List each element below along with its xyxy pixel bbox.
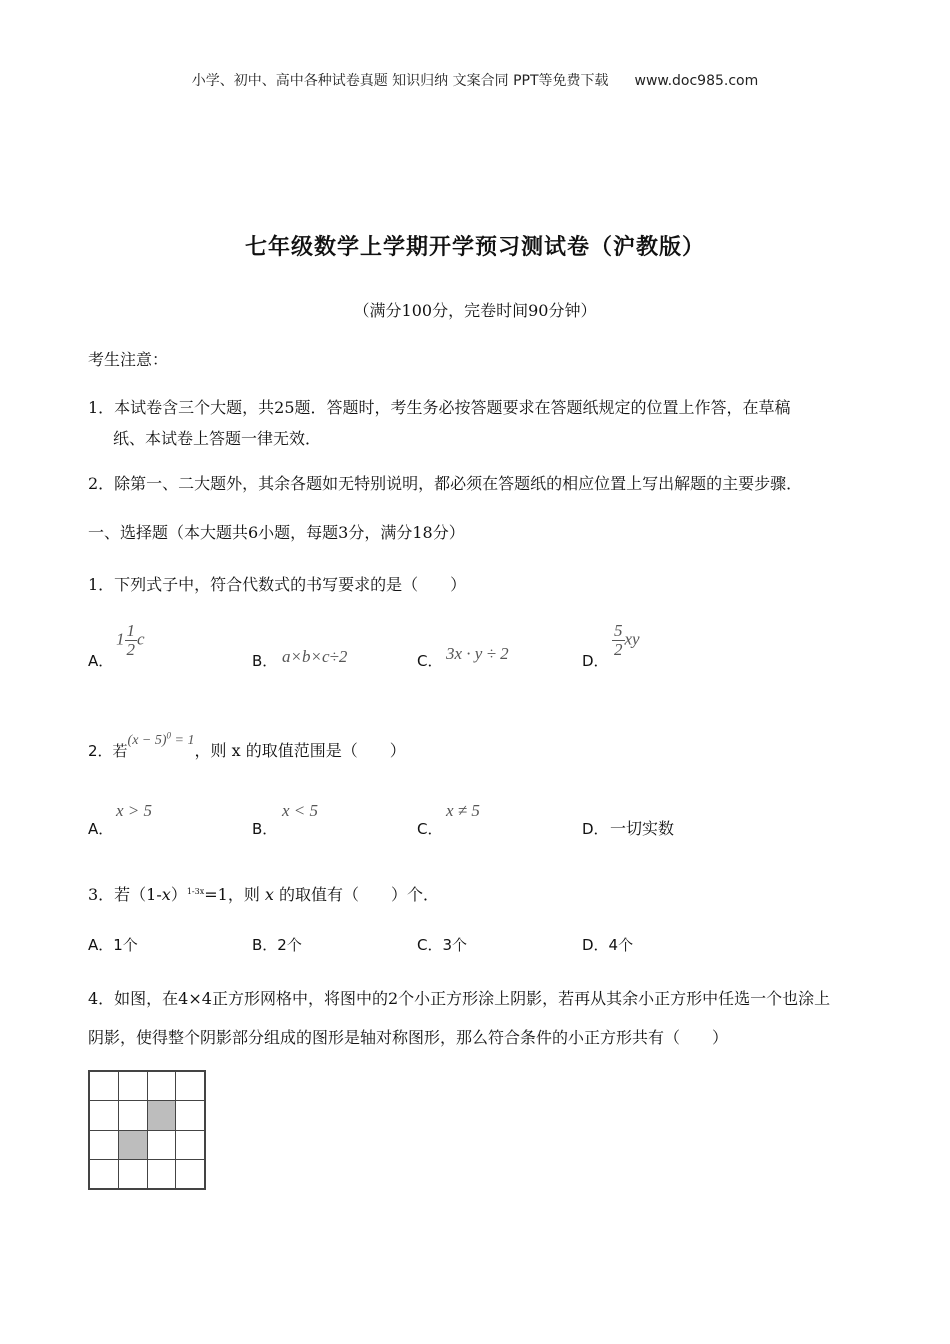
grid-cell [175, 1100, 205, 1130]
q2-label-c: C． [417, 820, 443, 838]
page-title: 七年级数学上学期开学预习测试卷（沪教版） [244, 234, 705, 260]
section-1-heading: 一、选择题（本大题共6小题，每题3分，满分18分） [88, 523, 465, 542]
grid-cell [175, 1159, 205, 1189]
q1-option-b-expr: a×b×c÷2 [282, 647, 348, 666]
q1-option-c-expr: 3x · y ÷ 2 [446, 644, 509, 663]
q3-option-c: C．3个 [417, 936, 468, 954]
q4-grid-figure [88, 1070, 206, 1190]
q2-exponent: 0 [166, 730, 172, 741]
q2-label-d: D． [582, 820, 609, 838]
grid-cell-shaded [118, 1130, 148, 1160]
note-1-line-1: 1．本试卷含三个大题，共25题．答题时，考生务必按答题要求在答题纸规定的位置上作答，在草稿 [88, 398, 791, 417]
q1-option-d-expr [612, 622, 640, 659]
q4-stem-line-2: 阴影，使得整个阴影部分组成的图形是轴对称图形，那么符合条件的小正方形共有（ ） [88, 1028, 729, 1047]
grid-cell [147, 1159, 177, 1189]
q2-prefix: 2．若 [88, 742, 128, 760]
grid-cell [89, 1159, 119, 1189]
q1-a-fraction [125, 622, 138, 659]
grid-cell [118, 1071, 148, 1101]
q1-label-d: D． [582, 652, 609, 670]
grid-cell [89, 1071, 119, 1101]
q3-stem-d: 的取值有（ ）个． [279, 885, 440, 904]
grid-cell [175, 1130, 205, 1160]
q3-exponent: 1-3x [186, 887, 205, 896]
q2-stem [88, 730, 406, 761]
note-2: 2．除第一、二大题外，其余各题如无特别说明，都必须在答题纸的相应位置上写出解题的主要步骤． [88, 474, 803, 493]
grid-cell [147, 1071, 177, 1101]
q2-option-c: x ≠ 5 [446, 801, 480, 820]
q3-option-b: B．2个 [252, 936, 302, 954]
q2-option-a: x > 5 [116, 801, 153, 820]
q1-d-fraction [612, 622, 625, 659]
grid-cell [118, 1100, 148, 1130]
q2-rhs: = 1 [171, 733, 195, 748]
grid-cell [147, 1130, 177, 1160]
page-header [0, 70, 950, 90]
q3-option-a: A．1个 [88, 936, 138, 954]
q2-base: (x − 5) [127, 733, 167, 748]
q1-label-b: B． [252, 652, 278, 670]
q1-a-var: c [137, 629, 145, 649]
grid-cell-shaded [147, 1100, 177, 1130]
q2-expr [127, 730, 195, 748]
q1-a-den: 2 [126, 639, 135, 659]
q1-stem: 1．下列式子中，符合代数式的书写要求的是（ ） [88, 575, 467, 594]
q3-stem [88, 882, 439, 905]
grid-cell [118, 1159, 148, 1189]
q2-suffix: ，则 x 的取值范围是（ ） [194, 741, 406, 760]
q1-d-var: xy [624, 629, 640, 649]
q3-stem-c: =1，则 [204, 885, 260, 904]
grid-cell [175, 1071, 205, 1101]
q1-a-num: 1 [126, 621, 135, 640]
q1-label-a: A． [88, 652, 114, 670]
notes-heading: 考生注意： [88, 350, 169, 369]
q2-label-b: B． [252, 820, 278, 838]
q2-option-d: 一切实数 [610, 819, 675, 838]
q1-label-c: C． [417, 652, 443, 670]
q4-stem-line-1: 4．如图，在4×4正方形网格中，将图中的2个小正方形涂上阴影，若再从其余小正方形中任选一个也涂上 [88, 989, 831, 1008]
q1-a-whole: 1 [116, 629, 125, 649]
grid-cell [89, 1100, 119, 1130]
q3-option-d: D．4个 [582, 936, 634, 954]
q3-var: x [161, 885, 171, 904]
page-subtitle: （满分100分，完卷时间90分钟） [353, 301, 597, 320]
grid-cell [89, 1130, 119, 1160]
q1-d-den: 2 [614, 639, 623, 659]
q3-stem-b: ） [170, 885, 187, 904]
note-1-line-2: 纸、本试卷上答题一律无效． [113, 429, 322, 448]
q2-label-a: A． [88, 820, 114, 838]
q3-var-2: x [264, 885, 274, 904]
q1-d-num: 5 [614, 621, 623, 640]
q1-option-a-expr [116, 622, 145, 659]
header-text: 小学、初中、高中各种试卷真题 知识归纳 文案合同 PPT等免费下载 [191, 73, 609, 89]
header-site: www.doc985.com [634, 73, 759, 89]
q2-option-b: x < 5 [282, 801, 319, 820]
q3-stem-a: 3．若（1- [88, 885, 162, 904]
